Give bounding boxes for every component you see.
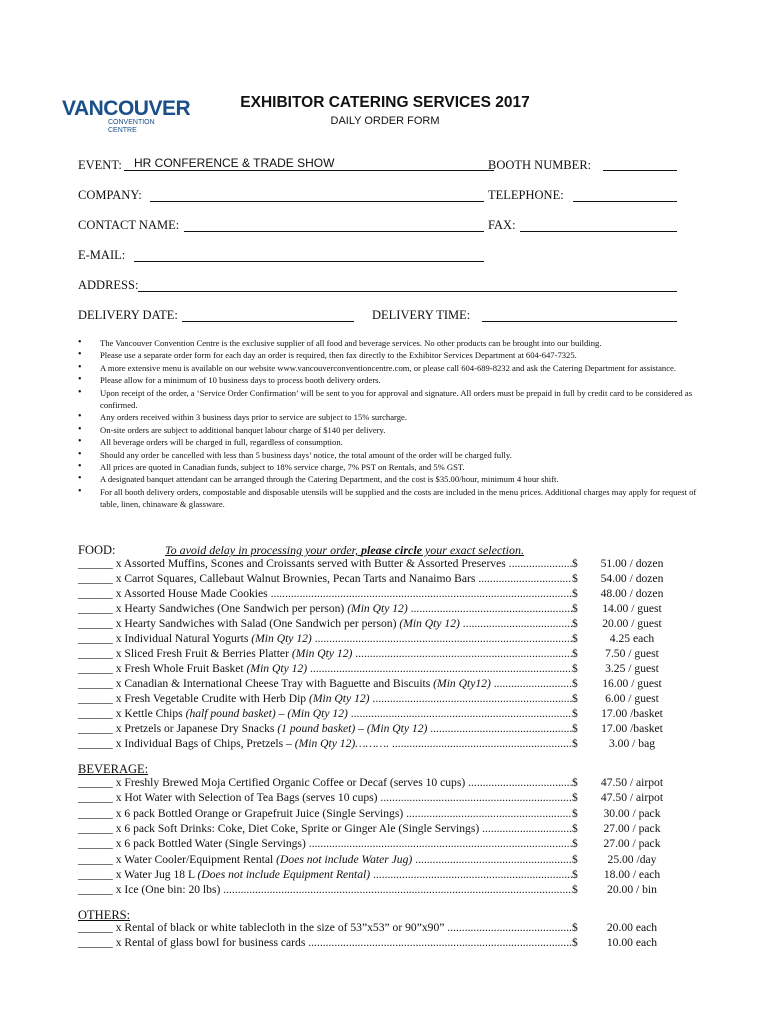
form-title: EXHIBITOR CATERING SERVICES 2017 <box>240 94 530 111</box>
item-text: x 6 pack Soft Drinks: Coke, Diet Coke, Sprite or Ginger Ale (Single Servings) <box>115 821 480 835</box>
item-description <box>78 557 580 572</box>
telephone-field[interactable] <box>573 187 677 202</box>
dollar-sign: $ <box>572 776 580 791</box>
dollar-sign: $ <box>572 791 580 806</box>
dollar-sign: $ <box>572 737 580 752</box>
terms-item: • Upon receipt of the order, a ‘Service Order Confirmation’ will be sent to you for approval and signature. All orders must be prepaid in full by credit card to be considered as confirmed. <box>78 387 702 412</box>
terms-item: • A designated banquet attendant can be arranged through the Catering Department, and the cost is $35.00/hour, minimum 4 hour shift. <box>78 473 702 485</box>
item-description <box>78 572 580 587</box>
delivery-date-label: DELIVERY DATE: <box>78 308 178 322</box>
food-section-label: FOOD: <box>78 543 116 557</box>
email-field[interactable] <box>134 247 484 262</box>
order-line-item[interactable] <box>78 677 678 692</box>
order-line-item[interactable] <box>78 572 678 587</box>
item-text: x Water Cooler/Equipment Rental <box>115 852 277 866</box>
quantity-blank[interactable]: ______ <box>78 587 113 600</box>
dollar-sign: $ <box>572 602 580 617</box>
item-text: x 6 pack Bottled Orange or Grapefruit Juice (Single Servings) <box>115 806 404 820</box>
dollar-sign: $ <box>572 587 580 602</box>
item-description <box>78 587 580 602</box>
item-price: 16.00 / guest <box>602 677 662 690</box>
item-price: 30.00 / pack <box>603 806 661 820</box>
order-line-item[interactable] <box>78 868 678 883</box>
item-note: (Min Qty 12) <box>291 647 353 660</box>
item-text: x Canadian & International Cheese Tray with Baguette and Biscuits <box>115 677 434 690</box>
quantity-blank[interactable]: ______ <box>78 557 113 570</box>
quantity-blank[interactable]: ______ <box>78 707 113 720</box>
item-price: 6.00 / guest <box>605 692 659 705</box>
item-note: (Min Qty 12) <box>251 632 312 645</box>
item-price: 51.00 / dozen <box>600 557 664 570</box>
item-description <box>78 722 580 737</box>
order-line-item[interactable] <box>78 936 678 951</box>
item-text: x Assorted Muffins, Scones and Croissants served with Butter & Assorted Preserves <box>115 557 506 570</box>
order-line-item[interactable] <box>78 722 678 737</box>
item-description <box>78 677 580 692</box>
order-line-item[interactable] <box>78 822 678 837</box>
fax-field[interactable] <box>520 217 677 232</box>
dollar-sign: $ <box>572 853 580 868</box>
item-note: (Min Qty 12) <box>399 617 460 630</box>
order-line-item[interactable] <box>78 707 678 722</box>
terms-list <box>78 337 702 511</box>
order-line-item[interactable] <box>78 557 678 572</box>
quantity-blank[interactable]: ______ <box>78 692 113 705</box>
item-text: x Freshly Brewed Moja Certified Organic Coffee or Decaf (serves 10 cups) <box>115 776 466 789</box>
item-text: x Kettle Chips <box>115 707 186 720</box>
item-note: (Does not include Water Jug) <box>276 852 413 866</box>
dollar-sign: $ <box>572 677 580 692</box>
terms-item: • Please use a separate order form for each day an order is required, then fax directly to the Exhibitor Services Department at 604-647-7325. <box>78 349 702 361</box>
dollar-sign: $ <box>572 822 580 837</box>
item-note: (half pound basket) – (Min Qty 12) <box>185 707 348 720</box>
dollar-sign: $ <box>572 572 580 587</box>
item-description <box>78 602 580 617</box>
delivery-time-label: DELIVERY TIME: <box>372 308 471 322</box>
quantity-blank[interactable]: ______ <box>78 572 113 585</box>
item-note: (Min Qty 12) <box>347 602 408 615</box>
item-description <box>78 921 580 936</box>
event-label: EVENT: <box>78 158 122 172</box>
item-text: x Ice (One bin: 20 lbs) <box>115 883 221 897</box>
item-description <box>78 707 580 722</box>
quantity-blank[interactable]: ______ <box>78 632 113 645</box>
item-note: (1 pound basket) – (Min Qty 12) <box>277 722 428 735</box>
item-description <box>78 822 580 837</box>
item-price: 27.00 / pack <box>603 821 661 835</box>
item-price: 47.50 / airpot <box>600 791 664 805</box>
quantity-blank[interactable]: ______ <box>78 776 113 789</box>
dollar-sign: $ <box>572 557 580 572</box>
item-text: x Hearty Sandwiches (One Sandwich per person) <box>115 602 348 615</box>
dollar-sign: $ <box>572 647 580 662</box>
item-text: x Water Jug 18 L <box>115 867 198 881</box>
order-line-item[interactable] <box>78 737 678 752</box>
dollar-sign: $ <box>572 617 580 632</box>
company-field[interactable] <box>150 187 484 202</box>
dollar-sign: $ <box>572 921 580 936</box>
item-description <box>78 647 580 662</box>
dollar-sign: $ <box>572 692 580 707</box>
item-text: x Rental of black or white tablecloth in the size of 53”x53” or 90”x90” <box>115 921 445 934</box>
order-line-item[interactable] <box>78 587 678 602</box>
item-price: 18.00 / each <box>603 867 661 881</box>
event-field[interactable]: HR CONFERENCE & TRADE SHOW <box>124 156 494 171</box>
terms-item: • On-site orders are subject to additional banquet labour charge of $140 per delivery. <box>78 424 702 436</box>
dollar-sign: $ <box>572 707 580 722</box>
food-instruction: To avoid delay in processing your order, please circle your exact selection. <box>165 543 524 557</box>
quantity-blank[interactable]: ______ <box>78 662 113 675</box>
item-price: 3.00 / bag <box>608 737 656 750</box>
order-line-item[interactable] <box>78 692 678 707</box>
logo-line-1: CONVENTION <box>108 119 155 126</box>
item-text: x Hot Water with Selection of Tea Bags (serves 10 cups) <box>115 791 378 805</box>
quantity-blank[interactable]: ______ <box>78 617 113 630</box>
item-price: 20.00 each <box>606 921 658 934</box>
item-text: x Individual Bags of Chips, Pretzels – <box>115 737 295 750</box>
quantity-blank[interactable]: ______ <box>78 883 113 897</box>
item-price: 4.25 each <box>609 632 655 645</box>
order-line-item[interactable] <box>78 807 678 822</box>
booth-number-label: BOOTH NUMBER: <box>488 158 592 172</box>
dollar-sign: $ <box>572 662 580 677</box>
order-line-item[interactable] <box>78 602 678 617</box>
item-text: x Fresh Whole Fruit Basket <box>115 662 247 675</box>
item-text: x 6 pack Bottled Water (Single Servings) <box>115 837 306 851</box>
item-note: (Does not include Equipment Rental) <box>197 867 371 881</box>
email-label: E-MAIL: <box>78 248 126 262</box>
beverage-section-label: BEVERAGE: <box>78 762 149 776</box>
item-note: (Min Qty12) <box>433 677 491 690</box>
item-note: (Min Qty 12) <box>246 662 308 675</box>
item-description <box>78 617 580 632</box>
form-subtitle: DAILY ORDER FORM <box>330 115 440 127</box>
quantity-blank[interactable]: ______ <box>78 791 113 805</box>
item-text: x Pretzels or Japanese Dry Snacks <box>115 722 278 735</box>
dollar-sign: $ <box>572 837 580 852</box>
item-description <box>78 737 580 752</box>
item-description <box>78 936 580 951</box>
item-price: 10.00 each <box>606 936 658 949</box>
item-text: x Sliced Fresh Fruit & Berries Platter <box>115 647 292 660</box>
item-price: 54.00 / dozen <box>600 572 664 585</box>
logo-line-2: CENTRE <box>108 127 137 134</box>
fax-label: FAX: <box>488 218 516 232</box>
item-description <box>78 853 580 868</box>
item-price: 25.00 /day <box>607 852 657 866</box>
item-price: 14.00 / guest <box>602 602 662 615</box>
terms-item: • The Vancouver Convention Centre is the exclusive supplier of all food and beverage services. No other products can be brought into our building. <box>78 337 702 349</box>
order-line-item[interactable] <box>78 776 678 791</box>
item-description <box>78 837 580 852</box>
order-line-item[interactable] <box>78 662 678 677</box>
item-text: x Carrot Squares, Callebaut Walnut Brownies, Pecan Tarts and Nanaimo Bars <box>115 572 476 585</box>
quantity-blank[interactable]: ______ <box>78 722 113 735</box>
logo-wordmark: VANCOUVER <box>62 97 191 120</box>
quantity-blank[interactable]: ______ <box>78 737 113 750</box>
item-price: 47.50 / airpot <box>600 776 664 789</box>
order-line-item[interactable] <box>78 883 678 898</box>
address-label: ADDRESS: <box>78 278 139 292</box>
item-description <box>78 807 580 822</box>
order-line-item[interactable] <box>78 647 678 662</box>
dollar-sign: $ <box>572 936 580 951</box>
quantity-blank[interactable]: ______ <box>78 821 113 835</box>
quantity-blank[interactable]: ______ <box>78 936 113 949</box>
terms-item: • Should any order be cancelled with less than 5 business days’ notice, the total amount of the order will be charged fully. <box>78 449 702 461</box>
contact-name-label: CONTACT NAME: <box>78 218 180 232</box>
item-description <box>78 883 580 898</box>
item-description <box>78 868 580 883</box>
delivery-date-field[interactable] <box>182 307 354 322</box>
item-note: (Min Qty 12) <box>309 692 370 705</box>
contact-name-field[interactable] <box>184 217 484 232</box>
order-line-item[interactable] <box>78 853 678 868</box>
item-price: 20.00 / bin <box>607 883 657 897</box>
item-price: 17.00 /basket <box>601 722 663 735</box>
order-line-item[interactable] <box>78 617 678 632</box>
order-line-item[interactable] <box>78 791 678 806</box>
delivery-time-field[interactable] <box>482 307 677 322</box>
item-description <box>78 632 580 647</box>
item-price: 27.00 / pack <box>603 837 661 851</box>
others-section-label: OTHERS: <box>78 908 131 922</box>
item-description <box>78 692 580 707</box>
company-label: COMPANY: <box>78 188 142 202</box>
order-line-item[interactable] <box>78 837 678 852</box>
item-price: 3.25 / guest <box>605 662 659 675</box>
item-text: x Fresh Vegetable Crudite with Herb Dip <box>115 692 309 705</box>
booth-number-field[interactable] <box>603 156 677 171</box>
item-price: 20.00 / guest <box>602 617 662 630</box>
terms-item: • All beverage orders will be charged in full, regardless of consumption. <box>78 436 702 448</box>
item-description <box>78 776 580 791</box>
item-price: 17.00 /basket <box>601 707 663 720</box>
item-text: x Hearty Sandwiches with Salad (One Sandwich per person) <box>115 617 400 630</box>
dollar-sign: $ <box>572 632 580 647</box>
item-text: x Rental of glass bowl for business cards <box>115 936 306 949</box>
item-description <box>78 791 580 806</box>
quantity-blank[interactable]: ______ <box>78 602 113 615</box>
order-line-item[interactable] <box>78 632 678 647</box>
telephone-label: TELEPHONE: <box>488 188 564 202</box>
address-field[interactable] <box>138 277 677 292</box>
item-text: x Individual Natural Yogurts <box>115 632 252 645</box>
quantity-blank[interactable]: ______ <box>78 921 113 934</box>
quantity-blank[interactable]: ______ <box>78 647 113 660</box>
terms-item: • Any orders received within 3 business days prior to service are subject to 15% surcharge. <box>78 411 702 423</box>
item-price: 7.50 / guest <box>605 647 659 660</box>
dollar-sign: $ <box>572 868 580 883</box>
item-price: 48.00 / dozen <box>600 587 664 600</box>
quantity-blank[interactable]: ______ <box>78 837 113 851</box>
dollar-sign: $ <box>572 807 580 822</box>
item-text: x Assorted House Made Cookies <box>115 587 268 600</box>
item-description <box>78 662 580 677</box>
order-line-item[interactable] <box>78 921 678 936</box>
quantity-blank[interactable]: ______ <box>78 806 113 820</box>
dollar-sign: $ <box>572 722 580 737</box>
terms-item: • Please allow for a minimum of 10 business days to process booth delivery orders. <box>78 374 702 386</box>
item-note: (Min Qty 12)………. <box>294 737 390 750</box>
terms-item: • All prices are quoted in Canadian funds, subject to 18% service charge, 7% PST on Rentals, and 5% GST. <box>78 461 702 473</box>
quantity-blank[interactable]: ______ <box>78 677 113 690</box>
terms-item: • A more extensive menu is available on our website www.vancouverconventioncentre.com, or please call 604-689-8232 and ask the Catering Department for assistance. <box>78 362 702 374</box>
dollar-sign: $ <box>572 883 580 898</box>
quantity-blank[interactable]: ______ <box>78 867 113 881</box>
quantity-blank[interactable]: ______ <box>78 852 113 866</box>
terms-item: • For all booth delivery orders, compostable and disposable utensils will be supplied and the costs are included in the menu prices. Additional charges may apply for request of table, linen, chinaware & glassware. <box>78 486 702 511</box>
